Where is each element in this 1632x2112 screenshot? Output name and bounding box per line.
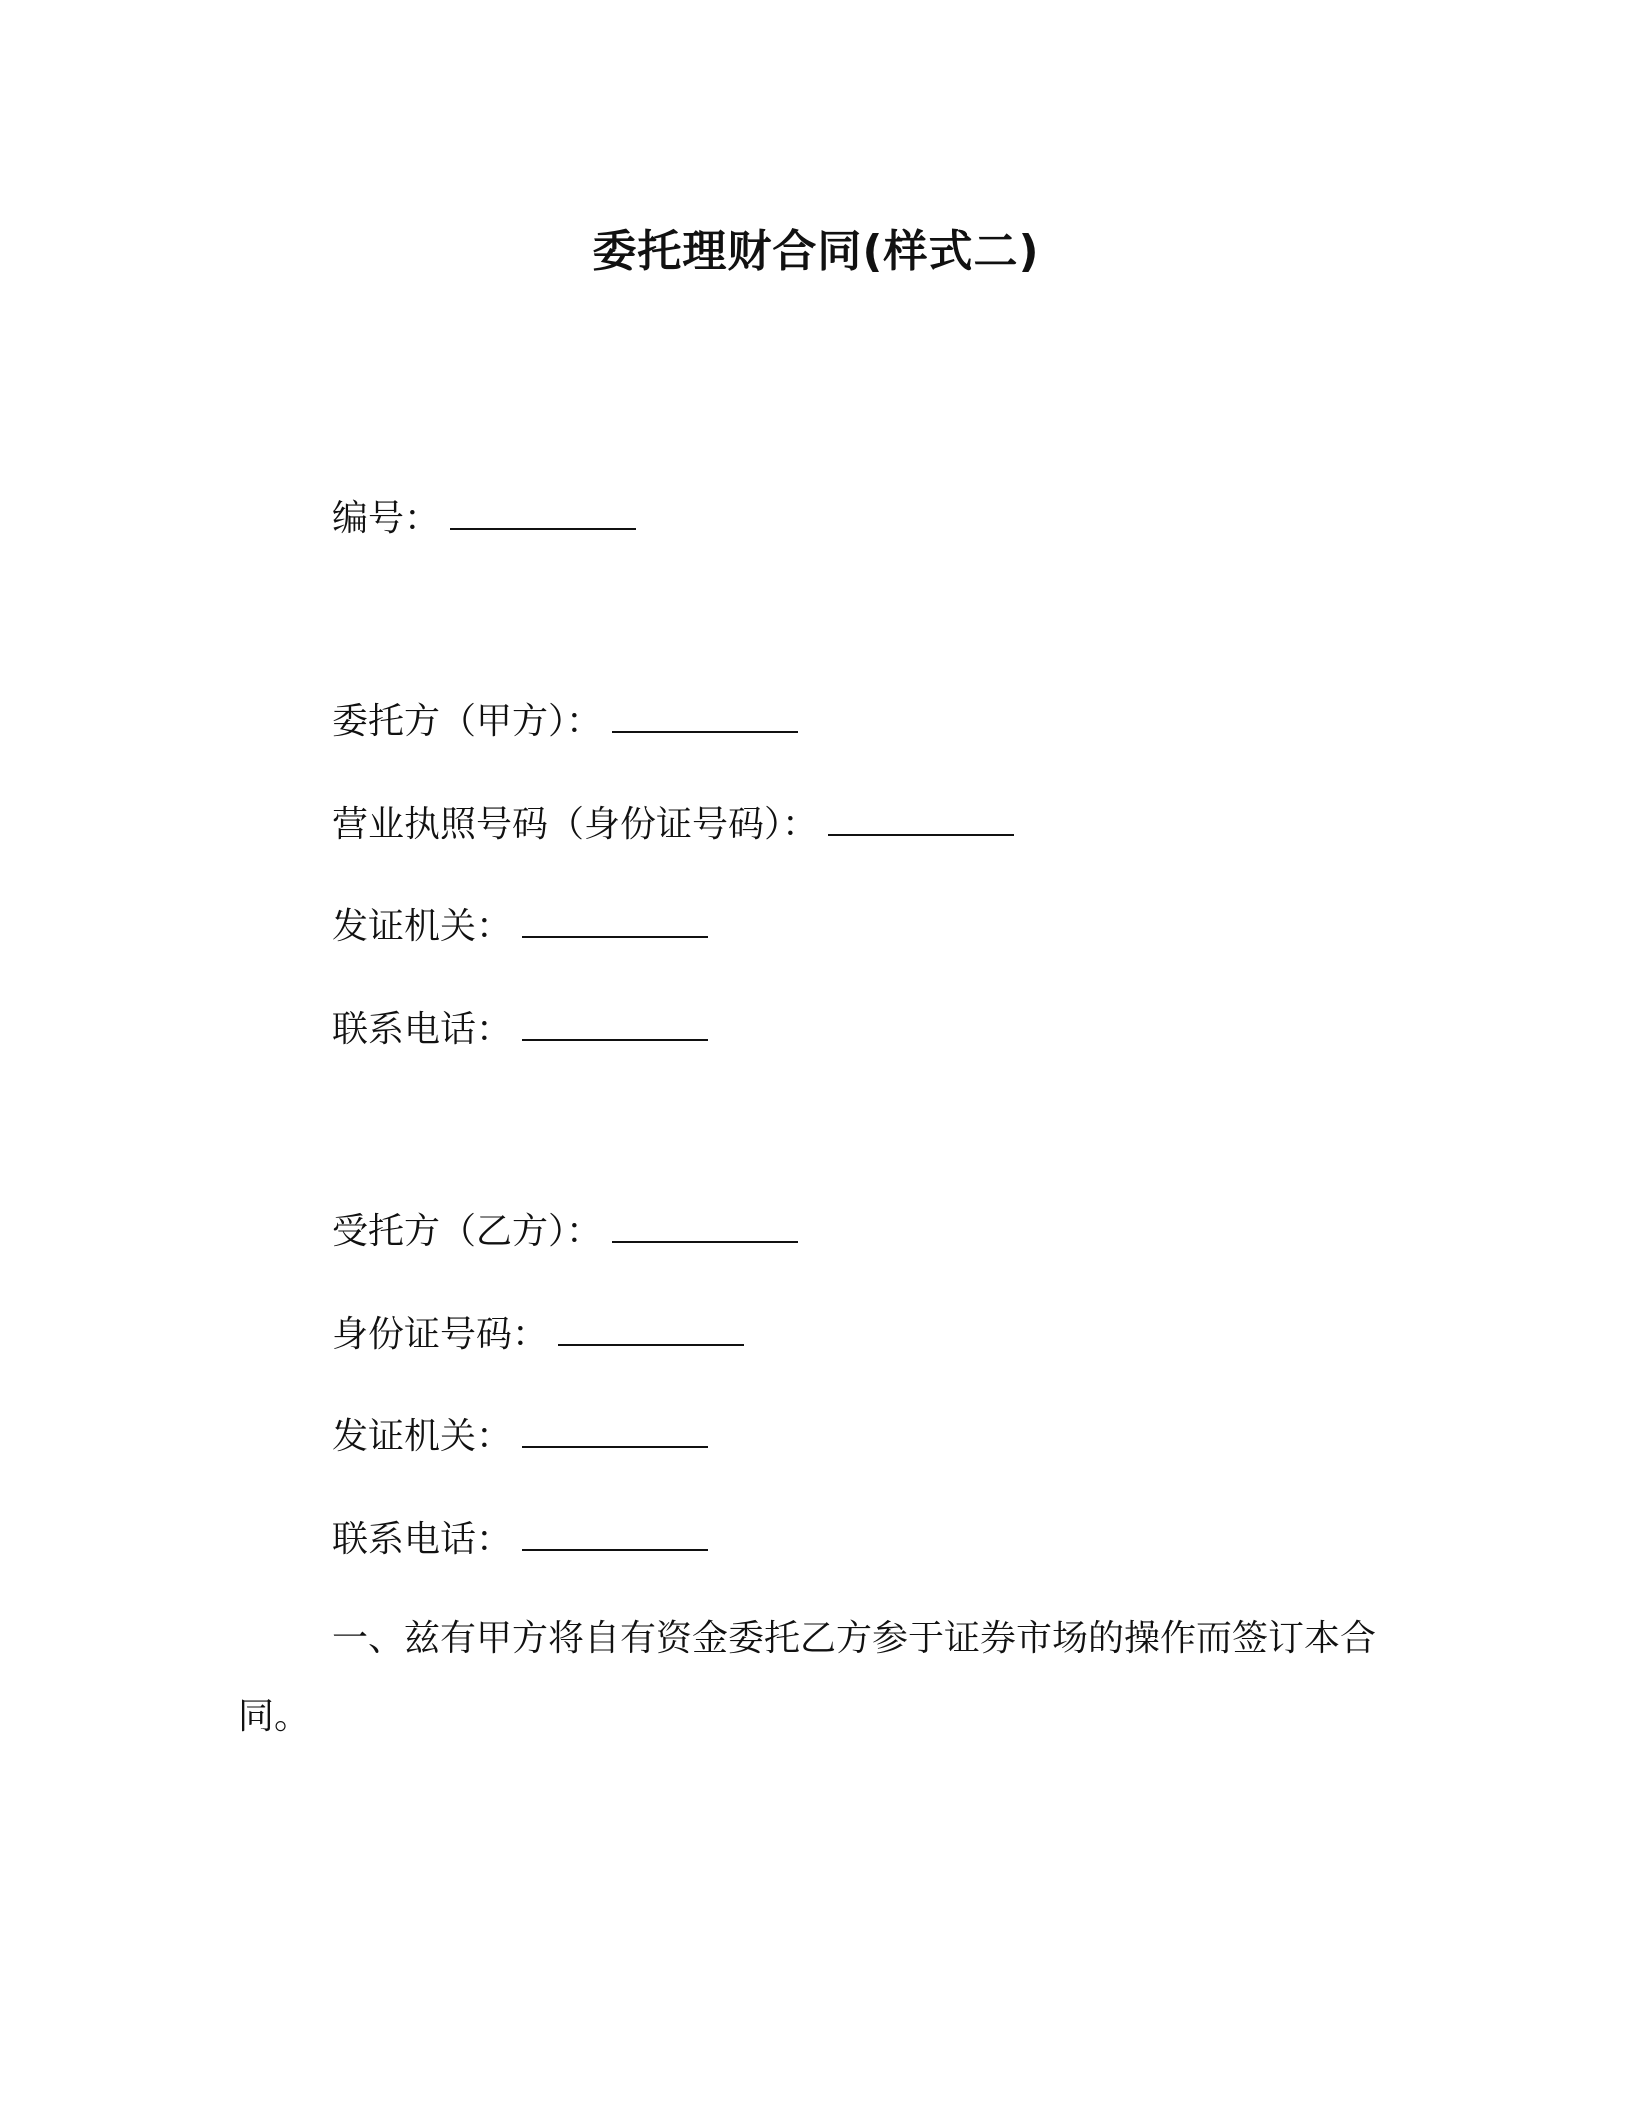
party-a-issuer-label: 发证机关： bbox=[332, 906, 513, 947]
party-b-phone-label: 联系电话： bbox=[332, 1519, 513, 1560]
party-a-name-label: 委托方（甲方）： bbox=[332, 701, 603, 742]
party-b-id-field bbox=[332, 1310, 744, 1359]
party-a-phone-field bbox=[332, 1005, 708, 1054]
party-a-phone-label: 联系电话： bbox=[332, 1009, 513, 1050]
party-b-id-label: 身份证号码： bbox=[332, 1314, 549, 1355]
party-b-name-label: 受托方（乙方）： bbox=[332, 1211, 603, 1252]
party-b-issuer-label: 发证机关： bbox=[332, 1416, 513, 1457]
party-a-issuer-blank bbox=[522, 902, 708, 938]
clause-1-paragraph: 一、兹有甲方将自有资金委托乙方参于证券市场的操作而签订本合同。 bbox=[238, 1618, 1377, 1737]
party-a-issuer-field bbox=[332, 902, 708, 951]
party-b-name-field bbox=[332, 1207, 798, 1256]
party-b-id-blank bbox=[558, 1310, 744, 1346]
party-a-license-label: 营业执照号码（身份证号码）： bbox=[332, 804, 819, 845]
party-b-phone-blank bbox=[522, 1515, 708, 1551]
party-b-phone-field bbox=[332, 1515, 708, 1564]
party-b-issuer-field bbox=[332, 1412, 708, 1461]
party-a-name-blank bbox=[612, 697, 798, 733]
party-a-name-field bbox=[332, 697, 798, 746]
party-a-license-blank bbox=[828, 800, 1014, 836]
party-b-issuer-blank bbox=[522, 1412, 708, 1448]
party-a-phone-blank bbox=[522, 1005, 708, 1041]
contract-number-field bbox=[332, 494, 636, 543]
party-b-name-blank bbox=[612, 1207, 798, 1243]
contract-number-blank bbox=[450, 494, 636, 530]
party-a-license-field bbox=[332, 800, 1014, 849]
contract-number-label: 编号： bbox=[332, 498, 441, 539]
document-title: 委托理财合同(样式二) bbox=[592, 226, 1040, 277]
